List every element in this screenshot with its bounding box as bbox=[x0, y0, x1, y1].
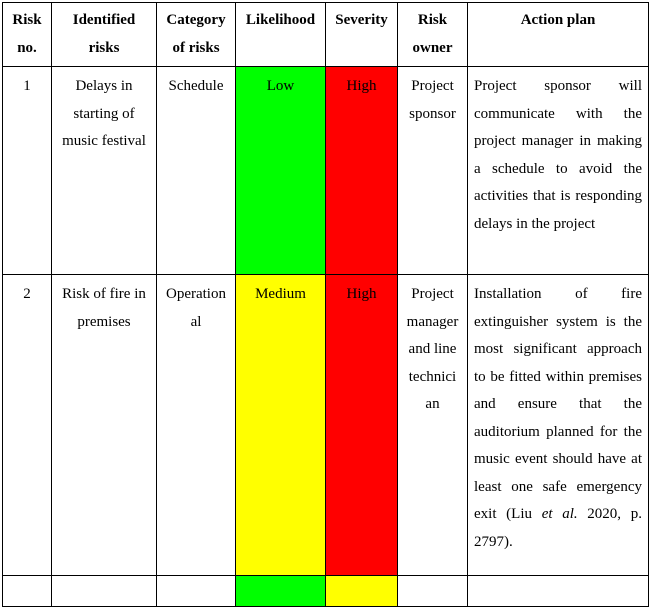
cell-empty bbox=[468, 576, 649, 607]
cell-category: Schedule bbox=[157, 67, 236, 275]
header-risk-no: Risk no. bbox=[3, 3, 52, 67]
header-likelihood: Likelihood bbox=[236, 3, 326, 67]
cell-risk-no: 2 bbox=[3, 275, 52, 576]
cell-severity: High bbox=[326, 67, 398, 275]
cell-action-plan bbox=[468, 275, 649, 576]
action-citation: 2020, p. 2797). bbox=[474, 506, 642, 550]
header-risk-owner: Risk owner bbox=[398, 3, 468, 67]
header-severity: Severity bbox=[326, 3, 398, 67]
cell-empty bbox=[398, 576, 468, 607]
table-row-partial bbox=[3, 576, 649, 607]
cell-empty bbox=[3, 576, 52, 607]
table-row bbox=[3, 275, 649, 576]
citation-et-al: et al. bbox=[541, 506, 578, 522]
action-text: Installation of fire extinguisher system is the most significant approach to be fitted within premises and ensure that the auditorium planned for the music event should have at least one safe emergency exit (Liu bbox=[474, 286, 642, 522]
cell-identified-risk: Risk of fire in premises bbox=[52, 275, 157, 576]
header-identified-risks: Identified risks bbox=[52, 3, 157, 67]
cell-action-plan: Project sponsor will communicate with the project manager in making a schedule to avoid the activities that is responding delays in the project bbox=[468, 67, 649, 275]
cell-severity-partial bbox=[326, 576, 398, 607]
cell-category: Operation al bbox=[157, 275, 236, 576]
cell-likelihood: Low bbox=[236, 67, 326, 275]
table-row bbox=[3, 67, 649, 275]
cell-empty bbox=[157, 576, 236, 607]
cell-risk-owner: Project manager and line technici an bbox=[398, 275, 468, 576]
cell-empty bbox=[52, 576, 157, 607]
header-row bbox=[3, 3, 649, 67]
cell-severity: High bbox=[326, 275, 398, 576]
cell-risk-no: 1 bbox=[3, 67, 52, 275]
cell-risk-owner: Project sponsor bbox=[398, 67, 468, 275]
cell-likelihood-partial bbox=[236, 576, 326, 607]
cell-likelihood: Medium bbox=[236, 275, 326, 576]
risk-register-table bbox=[2, 2, 649, 607]
header-category: Category of risks bbox=[157, 3, 236, 67]
header-action-plan: Action plan bbox=[468, 3, 649, 67]
cell-identified-risk: Delays in starting of music festival bbox=[52, 67, 157, 275]
